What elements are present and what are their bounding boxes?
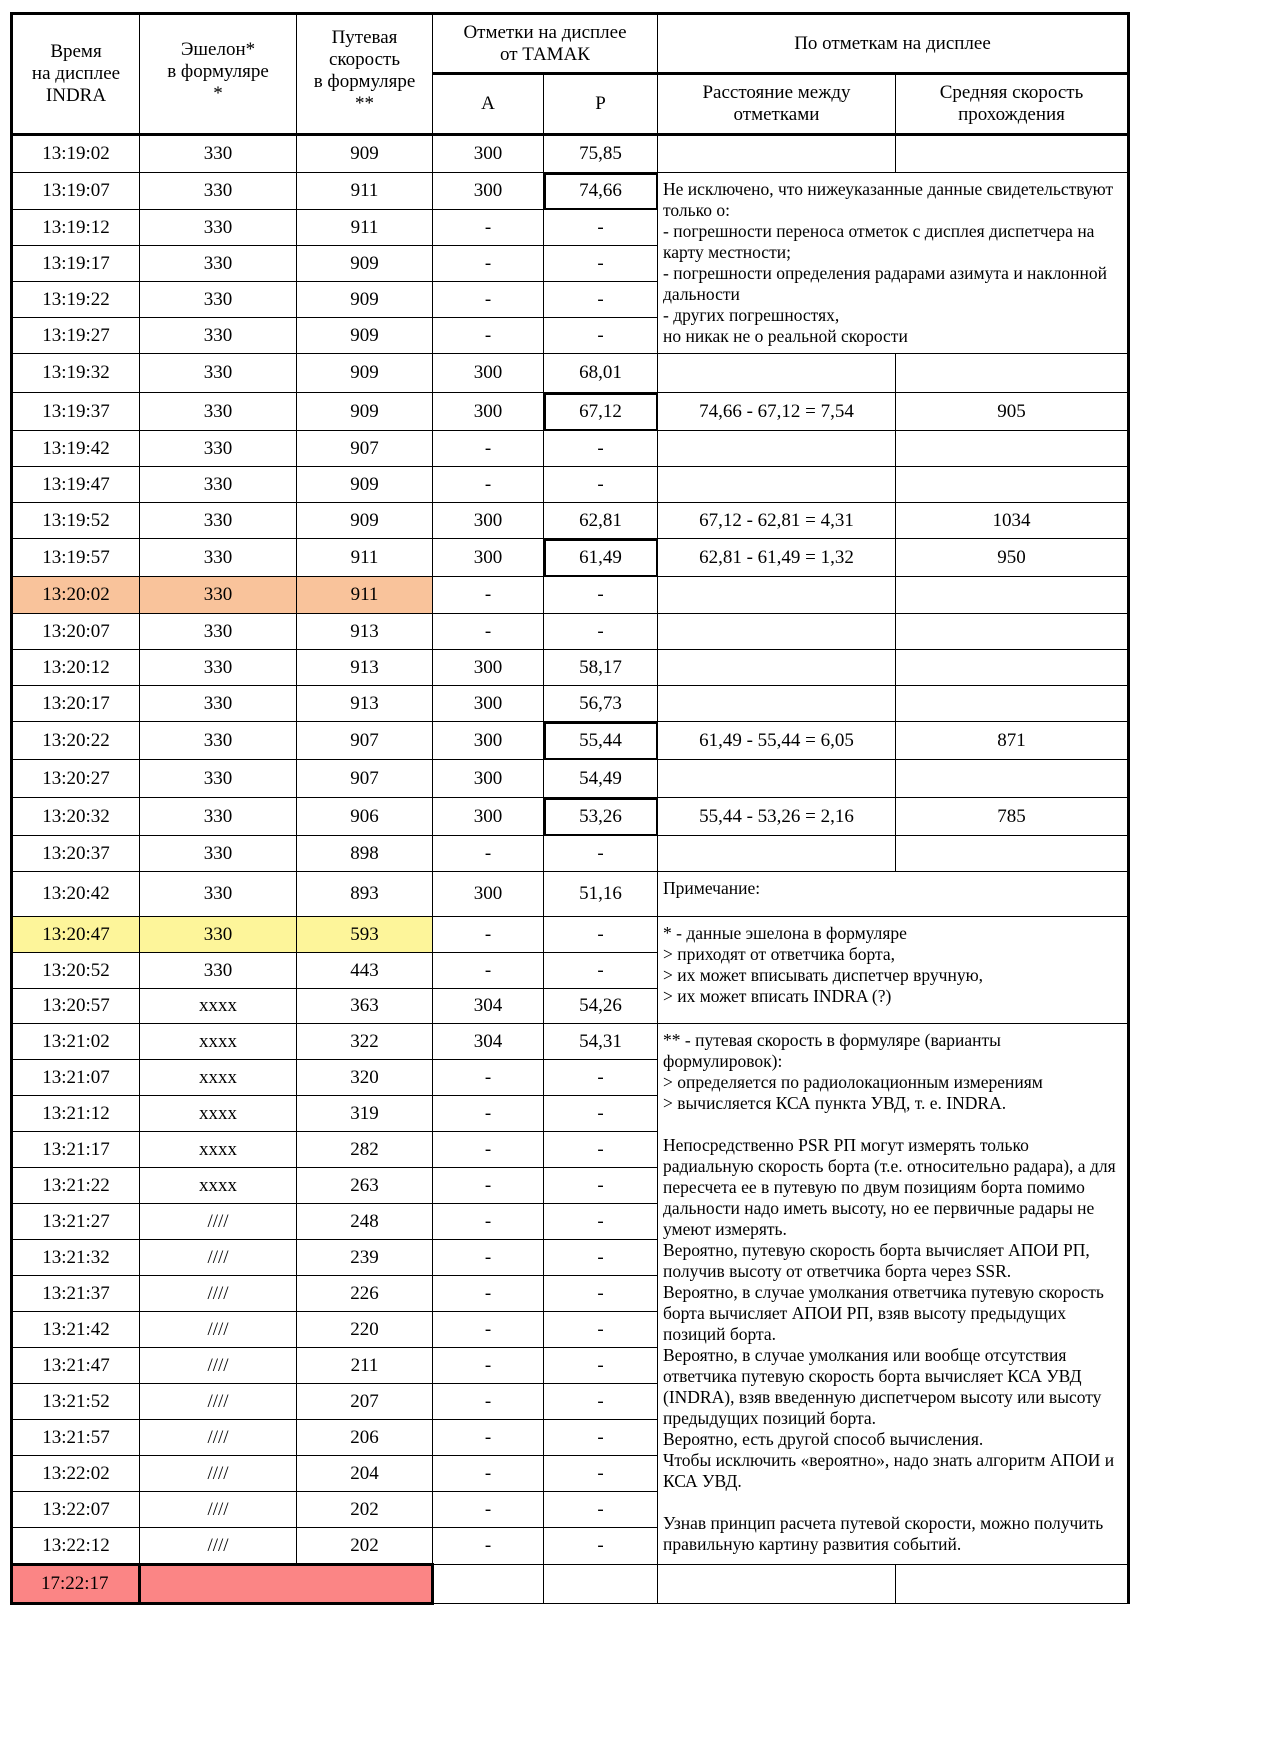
cell-time: 13:22:02 — [12, 1456, 140, 1492]
radar-data-table — [10, 12, 1130, 1605]
cell-time: 13:20:42 — [12, 872, 140, 917]
cell-a: - — [433, 431, 544, 467]
cell-time: 13:19:42 — [12, 431, 140, 467]
cell-avg-speed — [896, 577, 1129, 614]
cell-speed: 319 — [297, 1096, 433, 1132]
cell-speed: 322 — [297, 1024, 433, 1060]
cell-time: 13:20:57 — [12, 989, 140, 1024]
cell-a: - — [433, 1312, 544, 1348]
cell-a: - — [433, 210, 544, 246]
cell-speed: 909 — [297, 135, 433, 173]
cell-a: 300 — [433, 872, 544, 917]
cell-time: 13:19:52 — [12, 503, 140, 539]
cell-speed: 911 — [297, 539, 433, 577]
cell-p: 51,16 — [544, 872, 658, 917]
cell-level: 330 — [140, 354, 297, 393]
cell-level: 330 — [140, 836, 297, 872]
cell-a: 300 — [433, 760, 544, 798]
cell-time: 13:19:47 — [12, 467, 140, 503]
table-row — [12, 577, 1129, 614]
header-p: Р — [544, 74, 658, 135]
cell-avg-speed: 1034 — [896, 503, 1129, 539]
cell-a: - — [433, 1240, 544, 1276]
cell-distance — [658, 650, 896, 686]
cell-time: 13:19:37 — [12, 393, 140, 431]
cell-level: //// — [140, 1456, 297, 1492]
cell-p: 74,66 — [544, 173, 658, 210]
cell-time: 13:20:27 — [12, 760, 140, 798]
cell-p: 53,26 — [544, 798, 658, 836]
cell-level: //// — [140, 1420, 297, 1456]
cell-a: - — [433, 1096, 544, 1132]
cell-avg-speed: 871 — [896, 722, 1129, 760]
cell-p: - — [544, 1492, 658, 1528]
cell-p: - — [544, 467, 658, 503]
cell-speed: 907 — [297, 760, 433, 798]
header-avg-speed: Средняя скорость прохождения — [896, 74, 1129, 135]
table-row — [12, 503, 1129, 539]
cell-avg-speed: 950 — [896, 539, 1129, 577]
table-row — [12, 173, 1129, 210]
cell-time: 17:22:17 — [12, 1565, 140, 1604]
cell-speed: 320 — [297, 1060, 433, 1096]
cell-avg-speed — [896, 650, 1129, 686]
note-remark-title: Примечание: — [658, 872, 1129, 917]
cell-p: - — [544, 282, 658, 318]
cell-level: //// — [140, 1240, 297, 1276]
cell-time: 13:20:47 — [12, 917, 140, 953]
cell-level: xxxx — [140, 989, 297, 1024]
cell-p: 54,31 — [544, 1024, 658, 1060]
cell-speed: 898 — [297, 836, 433, 872]
cell-time: 13:21:52 — [12, 1384, 140, 1420]
cell-p: - — [544, 1060, 658, 1096]
cell-level: //// — [140, 1276, 297, 1312]
cell-avg-speed — [896, 431, 1129, 467]
header-tamak: Отметки на дисплее от ТАМАК — [433, 14, 658, 74]
cell-level: 330 — [140, 539, 297, 577]
cell-speed: 204 — [297, 1456, 433, 1492]
cell-distance — [658, 614, 896, 650]
cell-time: 13:19:17 — [12, 246, 140, 282]
cell-speed: 202 — [297, 1528, 433, 1565]
cell-speed: 239 — [297, 1240, 433, 1276]
cell-distance: 62,81 - 61,49 = 1,32 — [658, 539, 896, 577]
cell-level: //// — [140, 1348, 297, 1384]
cell-p: - — [544, 1132, 658, 1168]
cell-avg-speed — [896, 686, 1129, 722]
cell-level: 330 — [140, 760, 297, 798]
cell-level: 330 — [140, 798, 297, 836]
cell-a: - — [433, 953, 544, 989]
cell-distance: 74,66 - 67,12 = 7,54 — [658, 393, 896, 431]
cell-time: 13:20:37 — [12, 836, 140, 872]
cell-speed: 909 — [297, 354, 433, 393]
cell-p: - — [544, 1312, 658, 1348]
cell-p: - — [544, 210, 658, 246]
cell-time: 13:21:57 — [12, 1420, 140, 1456]
table-row — [12, 431, 1129, 467]
cell-speed: 443 — [297, 953, 433, 989]
cell-speed: 911 — [297, 210, 433, 246]
cell-avg-speed — [896, 760, 1129, 798]
cell-time: 13:19:22 — [12, 282, 140, 318]
cell-avg-speed — [896, 354, 1129, 393]
cell-speed: 913 — [297, 614, 433, 650]
cell-a: 300 — [433, 798, 544, 836]
cell-speed: 207 — [297, 1384, 433, 1420]
cell-time: 13:22:07 — [12, 1492, 140, 1528]
cell-time: 13:19:12 — [12, 210, 140, 246]
cell-p: - — [544, 318, 658, 354]
cell-level: //// — [140, 1384, 297, 1420]
note-speed: ** - путевая скорость в формуляре (варианты формулировок): > определяется по радиолокационным измерениям > вычисляется КСА пункта УВД, т. е. INDRA. Непосредственно PSR РП могут измерять только радиальную скорость борта (т.е. относительно радара), а для пересчета ее в путевую по двум позициям борта помимо дальности надо иметь высоту, но ее первичные радары не умеют измерять. Вероятно, путевую скорость борта вычисляет АПОИ РП, получив высоту от ответчика борта через SSR. Вероятно, в случае умолкания ответчика путевую скорость борта вычисляет АПОИ РП, взяв высоту предыдущих позиций борта. Вероятно, в случае умолкания или вообще отсутствия ответчика путевую скорость борта вычисляет КСА УВД (INDRA), взяв введенную диспетчером высоту или высоту предыдущих позиций борта. Вероятно, есть другой способ вычисления. Чтобы исключить «вероятно», надо знать алгоритм АПОИ и КСА УВД. Узнав принцип расчета путевой скорости, можно получить правильную картину развития событий. — [658, 1024, 1129, 1565]
cell-p: - — [544, 1384, 658, 1420]
cell-p: - — [544, 836, 658, 872]
cell-time: 13:21:42 — [12, 1312, 140, 1348]
cell-speed: 911 — [297, 173, 433, 210]
cell-level: 330 — [140, 393, 297, 431]
cell-level: 330 — [140, 318, 297, 354]
cell-time: 13:21:47 — [12, 1348, 140, 1384]
cell-level: //// — [140, 1528, 297, 1565]
cell-level: 330 — [140, 722, 297, 760]
cell-level: xxxx — [140, 1132, 297, 1168]
cell-speed: 226 — [297, 1276, 433, 1312]
table-row — [12, 760, 1129, 798]
cell-p: 67,12 — [544, 393, 658, 431]
table-row — [12, 135, 1129, 173]
cell-a: - — [433, 318, 544, 354]
cell-avg-speed — [896, 135, 1129, 173]
header-time: Время на дисплее INDRA — [12, 14, 140, 135]
table-row — [12, 539, 1129, 577]
cell-time: 13:20:02 — [12, 577, 140, 614]
table-row — [12, 1024, 1129, 1060]
cell-speed: 363 — [297, 989, 433, 1024]
cell-p: 58,17 — [544, 650, 658, 686]
cell-p: - — [544, 246, 658, 282]
cell-distance — [658, 135, 896, 173]
cell-distance: 67,12 - 62,81 = 4,31 — [658, 503, 896, 539]
cell-speed: 911 — [297, 577, 433, 614]
cell-level: 330 — [140, 872, 297, 917]
cell-highlight-span — [140, 1565, 433, 1604]
cell-a: 300 — [433, 393, 544, 431]
cell-speed: 263 — [297, 1168, 433, 1204]
cell-a: - — [433, 917, 544, 953]
cell-time: 13:21:07 — [12, 1060, 140, 1096]
cell-a: 304 — [433, 989, 544, 1024]
cell-level: 330 — [140, 135, 297, 173]
table-row — [12, 917, 1129, 953]
cell-a: 300 — [433, 173, 544, 210]
cell-time: 13:20:17 — [12, 686, 140, 722]
cell-level: xxxx — [140, 1024, 297, 1060]
table-row — [12, 467, 1129, 503]
cell-distance — [658, 354, 896, 393]
table-row — [12, 836, 1129, 872]
table-row — [12, 393, 1129, 431]
cell-p: - — [544, 1204, 658, 1240]
cell-distance — [658, 836, 896, 872]
cell-a: - — [433, 577, 544, 614]
cell-speed: 913 — [297, 650, 433, 686]
cell-time: 13:19:27 — [12, 318, 140, 354]
cell-a: - — [433, 1528, 544, 1565]
cell-level: 330 — [140, 210, 297, 246]
table-row — [12, 872, 1129, 917]
cell-a: - — [433, 1420, 544, 1456]
cell-time: 13:21:17 — [12, 1132, 140, 1168]
cell-p: 54,26 — [544, 989, 658, 1024]
cell-level: xxxx — [140, 1168, 297, 1204]
table-row — [12, 686, 1129, 722]
cell-speed: 909 — [297, 318, 433, 354]
cell-speed: 913 — [297, 686, 433, 722]
cell-distance — [658, 686, 896, 722]
cell-p: - — [544, 1456, 658, 1492]
cell-time: 13:21:27 — [12, 1204, 140, 1240]
cell-level: 330 — [140, 650, 297, 686]
cell-a: 300 — [433, 722, 544, 760]
cell-speed: 202 — [297, 1492, 433, 1528]
cell-a: 300 — [433, 503, 544, 539]
cell-a: - — [433, 1132, 544, 1168]
cell-a: - — [433, 246, 544, 282]
cell-time: 13:19:02 — [12, 135, 140, 173]
header-speed: Путевая скорость в формуляре ** — [297, 14, 433, 135]
table-row — [12, 650, 1129, 686]
cell-p: - — [544, 431, 658, 467]
cell-time: 13:21:02 — [12, 1024, 140, 1060]
cell-a: - — [433, 282, 544, 318]
cell-time: 13:21:12 — [12, 1096, 140, 1132]
cell-a: - — [433, 614, 544, 650]
table-row — [12, 722, 1129, 760]
cell-time: 13:21:37 — [12, 1276, 140, 1312]
table-row — [12, 1565, 1129, 1604]
table-row — [12, 614, 1129, 650]
cell-time: 13:20:22 — [12, 722, 140, 760]
cell-a: - — [433, 1492, 544, 1528]
cell-speed: 206 — [297, 1420, 433, 1456]
header-a: А — [433, 74, 544, 135]
cell-a: 304 — [433, 1024, 544, 1060]
cell-level: 330 — [140, 577, 297, 614]
cell-a: - — [433, 1060, 544, 1096]
cell-a: - — [433, 836, 544, 872]
cell-p: - — [544, 1240, 658, 1276]
table-row — [12, 798, 1129, 836]
cell-speed: 909 — [297, 246, 433, 282]
cell-time: 13:20:07 — [12, 614, 140, 650]
cell-a: 300 — [433, 539, 544, 577]
cell-speed: 909 — [297, 503, 433, 539]
cell-level: 330 — [140, 173, 297, 210]
cell-a: 300 — [433, 650, 544, 686]
cell-speed: 907 — [297, 431, 433, 467]
cell-a: - — [433, 1456, 544, 1492]
cell-p: - — [544, 1168, 658, 1204]
cell-p — [544, 1565, 658, 1604]
cell-time: 13:19:57 — [12, 539, 140, 577]
cell-distance — [658, 760, 896, 798]
cell-p: 75,85 — [544, 135, 658, 173]
cell-avg-speed — [896, 614, 1129, 650]
table-row — [12, 354, 1129, 393]
header-level: Эшелон* в формуляре * — [140, 14, 297, 135]
cell-level: 330 — [140, 917, 297, 953]
cell-p: 55,44 — [544, 722, 658, 760]
cell-a: 300 — [433, 135, 544, 173]
cell-a: - — [433, 1204, 544, 1240]
cell-level: 330 — [140, 686, 297, 722]
cell-a: - — [433, 1384, 544, 1420]
cell-level: 330 — [140, 503, 297, 539]
cell-level: 330 — [140, 467, 297, 503]
cell-speed: 893 — [297, 872, 433, 917]
cell-time: 13:20:12 — [12, 650, 140, 686]
cell-avg-speed: 905 — [896, 393, 1129, 431]
cell-speed: 220 — [297, 1312, 433, 1348]
cell-p: - — [544, 1528, 658, 1565]
cell-distance: 61,49 - 55,44 = 6,05 — [658, 722, 896, 760]
cell-p: - — [544, 577, 658, 614]
cell-p: - — [544, 1420, 658, 1456]
cell-level: 330 — [140, 953, 297, 989]
cell-p: 62,81 — [544, 503, 658, 539]
cell-level: //// — [140, 1312, 297, 1348]
cell-a: 300 — [433, 686, 544, 722]
cell-avg-speed — [896, 467, 1129, 503]
cell-level: 330 — [140, 246, 297, 282]
cell-speed: 909 — [297, 393, 433, 431]
cell-avg-speed — [896, 836, 1129, 872]
note-disclaimer: Не исключено, что нижеуказанные данные свидетельствуют только о: - погрешности переноса отметок с дисплея диспетчера на карту местности; - погрешности определения радарами азимута и наклонной дальности - других погрешностях, но никак не о реальной скорости — [658, 173, 1129, 354]
cell-p: - — [544, 1096, 658, 1132]
cell-speed: 907 — [297, 722, 433, 760]
cell-p: - — [544, 917, 658, 953]
cell-speed: 909 — [297, 282, 433, 318]
cell-speed: 211 — [297, 1348, 433, 1384]
cell-a: - — [433, 1168, 544, 1204]
cell-level: //// — [140, 1492, 297, 1528]
cell-level: //// — [140, 1204, 297, 1240]
cell-p: - — [544, 1276, 658, 1312]
cell-a: - — [433, 1276, 544, 1312]
cell-time: 13:19:07 — [12, 173, 140, 210]
cell-time: 13:20:52 — [12, 953, 140, 989]
cell-speed: 906 — [297, 798, 433, 836]
cell-speed: 593 — [297, 917, 433, 953]
cell-level: 330 — [140, 614, 297, 650]
cell-speed: 248 — [297, 1204, 433, 1240]
cell-distance — [658, 431, 896, 467]
cell-distance — [658, 1565, 896, 1604]
cell-p: 54,49 — [544, 760, 658, 798]
cell-speed: 909 — [297, 467, 433, 503]
cell-a: 300 — [433, 354, 544, 393]
cell-level: 330 — [140, 431, 297, 467]
cell-speed: 282 — [297, 1132, 433, 1168]
header-marks: По отметкам на дисплее — [658, 14, 1129, 74]
cell-level: 330 — [140, 282, 297, 318]
cell-p: - — [544, 614, 658, 650]
cell-level: xxxx — [140, 1096, 297, 1132]
cell-p: - — [544, 1348, 658, 1384]
cell-a — [433, 1565, 544, 1604]
cell-p: 68,01 — [544, 354, 658, 393]
cell-time: 13:21:32 — [12, 1240, 140, 1276]
cell-distance: 55,44 - 53,26 = 2,16 — [658, 798, 896, 836]
cell-p: 61,49 — [544, 539, 658, 577]
cell-avg-speed — [896, 1565, 1129, 1604]
cell-p: 56,73 — [544, 686, 658, 722]
cell-distance — [658, 467, 896, 503]
note-level: * - данные эшелона в формуляре > приходят от ответчика борта, > их может вписывать диспетчер вручную, > их может вписать INDRA (?) — [658, 917, 1129, 1024]
cell-time: 13:19:32 — [12, 354, 140, 393]
cell-time: 13:20:32 — [12, 798, 140, 836]
cell-level: xxxx — [140, 1060, 297, 1096]
cell-avg-speed: 785 — [896, 798, 1129, 836]
cell-distance — [658, 577, 896, 614]
cell-a: - — [433, 467, 544, 503]
cell-time: 13:21:22 — [12, 1168, 140, 1204]
header-distance: Расстояние между отметками — [658, 74, 896, 135]
cell-time: 13:22:12 — [12, 1528, 140, 1565]
cell-a: - — [433, 1348, 544, 1384]
cell-p: - — [544, 953, 658, 989]
